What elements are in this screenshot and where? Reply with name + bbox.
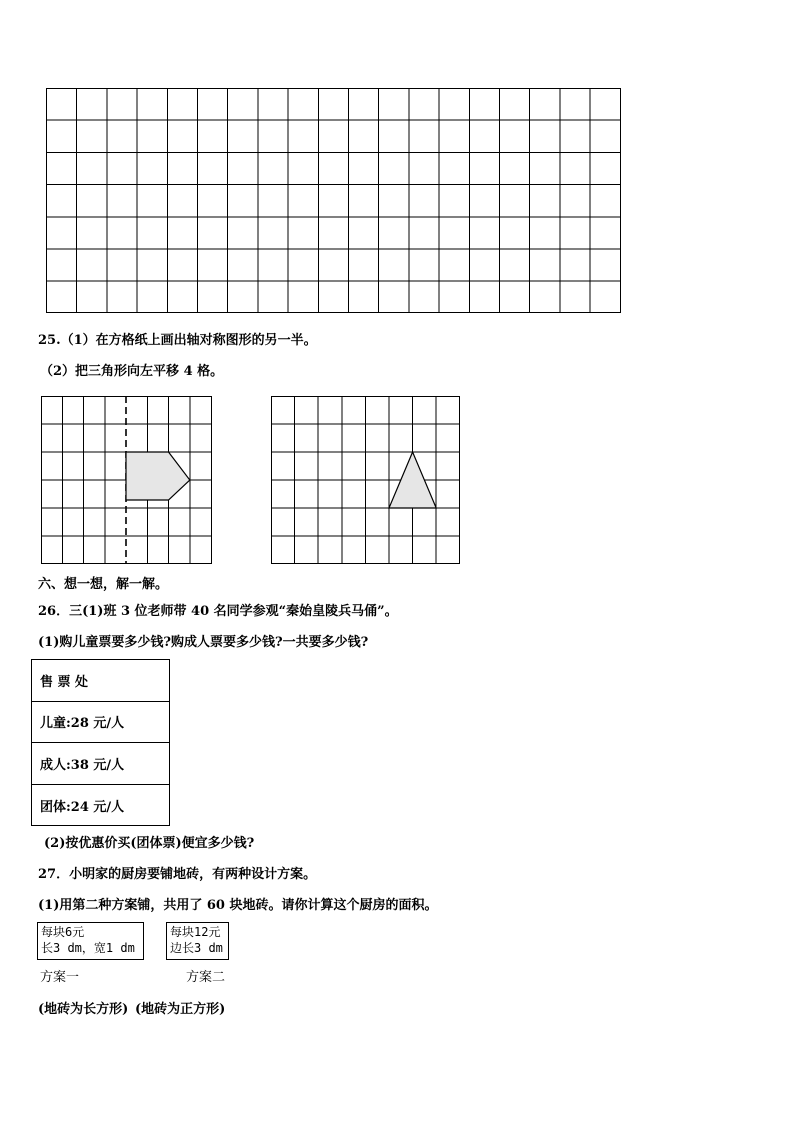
q25-part2: （2）把三角形向左平移 4 格。	[40, 364, 224, 379]
q26-part1: (1)购儿童票要多少钱?购成人票要多少钱?一共要多少钱?	[38, 635, 369, 650]
q26-part2: (2)按优惠价买(团体票)便宜多少钱?	[44, 836, 255, 851]
q27-title: 27．小明家的厨房要铺地砖，有两种设计方案。	[38, 867, 317, 882]
ticket-office-box	[31, 659, 170, 826]
translation-grid	[271, 396, 461, 565]
plan1-size: 长3 dm，宽1 dm	[41, 941, 135, 955]
q25-title: 25.（1）在方格纸上画出轴对称图形的另一半。	[38, 333, 317, 348]
q27-part1: (1)用第二种方案铺，共用了 60 块地砖。请你计算这个厨房的面积。	[38, 898, 438, 913]
plan1-label: 方案一	[40, 970, 80, 985]
plan1-price: 每块6元	[41, 925, 85, 939]
section6-heading: 六、想一想，解一解。	[38, 577, 169, 592]
half-pentagon-figure	[126, 452, 190, 500]
plan1-note: (地砖为长方形)	[38, 1002, 129, 1017]
plan2-note: (地砖为正方形)	[135, 1002, 226, 1017]
ticket-group-price: 团体:24 元/人	[40, 799, 125, 815]
ticket-adult-price: 成人:38 元/人	[32, 743, 169, 785]
symmetry-grid	[41, 396, 213, 565]
top-writing-grid	[46, 88, 622, 314]
ticket-child-price: 儿童:28 元/人	[32, 702, 169, 744]
plan2-size: 边长3 dm	[170, 941, 223, 955]
q26-title: 26．三(1)班 3 位老师带 40 名同学参观“秦始皇陵兵马俑”。	[38, 604, 398, 619]
plan2-tile-box	[166, 922, 229, 960]
plan2-label: 方案二	[186, 970, 226, 985]
ticket-header: 售 票 处	[32, 660, 169, 702]
plan1-tile-box	[37, 922, 144, 960]
plan2-price: 每块12元	[170, 925, 221, 939]
